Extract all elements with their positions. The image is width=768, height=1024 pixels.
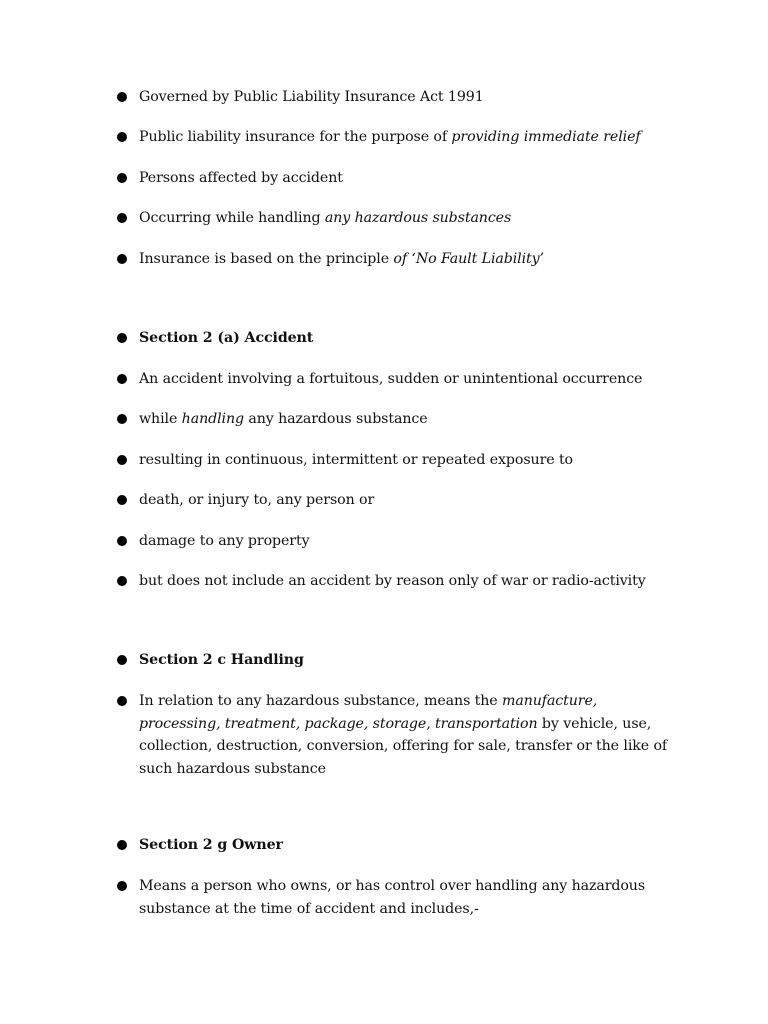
list-item — [117, 248, 677, 271]
list-item-text: Insurance is based on the principle of ‘No Fault Liability’ — [139, 251, 544, 267]
list-item — [117, 449, 677, 472]
list-item — [117, 875, 677, 920]
bullet-icon — [117, 455, 127, 465]
list-item-text: while handling any hazardous substance — [139, 411, 428, 427]
list-item — [117, 126, 677, 149]
bullet-icon — [117, 495, 127, 505]
bullet-icon — [117, 536, 127, 546]
section-heading-text: Section 2 (a) Accident — [139, 330, 314, 346]
list-item-text: death, or injury to, any person or — [139, 492, 375, 508]
list-item-text: damage to any property — [139, 533, 310, 549]
bullet-icon — [117, 333, 127, 343]
bullet-icon — [117, 576, 127, 586]
section-heading-owner — [117, 834, 677, 857]
bullet-icon — [117, 655, 127, 665]
bullet-icon — [117, 881, 127, 891]
list-item-text: Persons affected by accident — [139, 170, 343, 186]
list-item-text: Public liability insurance for the purpose of providing immediate relief — [139, 129, 641, 145]
list-item — [117, 86, 677, 109]
list-item — [117, 570, 677, 593]
list-item — [117, 489, 677, 512]
list-item — [117, 368, 677, 391]
list-item-text: An accident involving a fortuitous, sudden or unintentional occurrence — [139, 371, 643, 387]
section-heading-text: Section 2 c Handling — [139, 652, 304, 668]
section-heading-handling — [117, 649, 677, 672]
list-item-text: In relation to any hazardous substance, means the manufacture, processing, treatment, package, storage, transportation by vehicle, use, collection, destruction, conversion, offering for sale, transfer or the like of such hazardous substance — [139, 693, 668, 777]
bullet-icon — [117, 132, 127, 142]
section-heading-text: Section 2 g Owner — [139, 837, 283, 853]
list-item — [117, 207, 677, 230]
bullet-icon — [117, 213, 127, 223]
list-item-text: Means a person who owns, or has control over handling any hazardous substance at the time of accident and includes,- — [139, 878, 646, 917]
list-item-text: Governed by Public Liability Insurance Act 1991 — [139, 89, 484, 105]
list-item — [117, 530, 677, 553]
list-item-text: Occurring while handling any hazardous substances — [139, 210, 512, 226]
list-item-text: but does not include an accident by reason only of war or radio-activity — [139, 573, 646, 589]
list-item — [117, 408, 677, 431]
bullet-icon — [117, 173, 127, 183]
list-item-text: resulting in continuous, intermittent or repeated exposure to — [139, 452, 574, 468]
section-heading-accident — [117, 327, 677, 350]
list-item — [117, 690, 677, 780]
bullet-icon — [117, 92, 127, 102]
list-item — [117, 167, 677, 190]
bullet-icon — [117, 374, 127, 384]
bullet-icon — [117, 414, 127, 424]
bullet-icon — [117, 254, 127, 264]
bullet-icon — [117, 840, 127, 850]
bullet-icon — [117, 696, 127, 706]
